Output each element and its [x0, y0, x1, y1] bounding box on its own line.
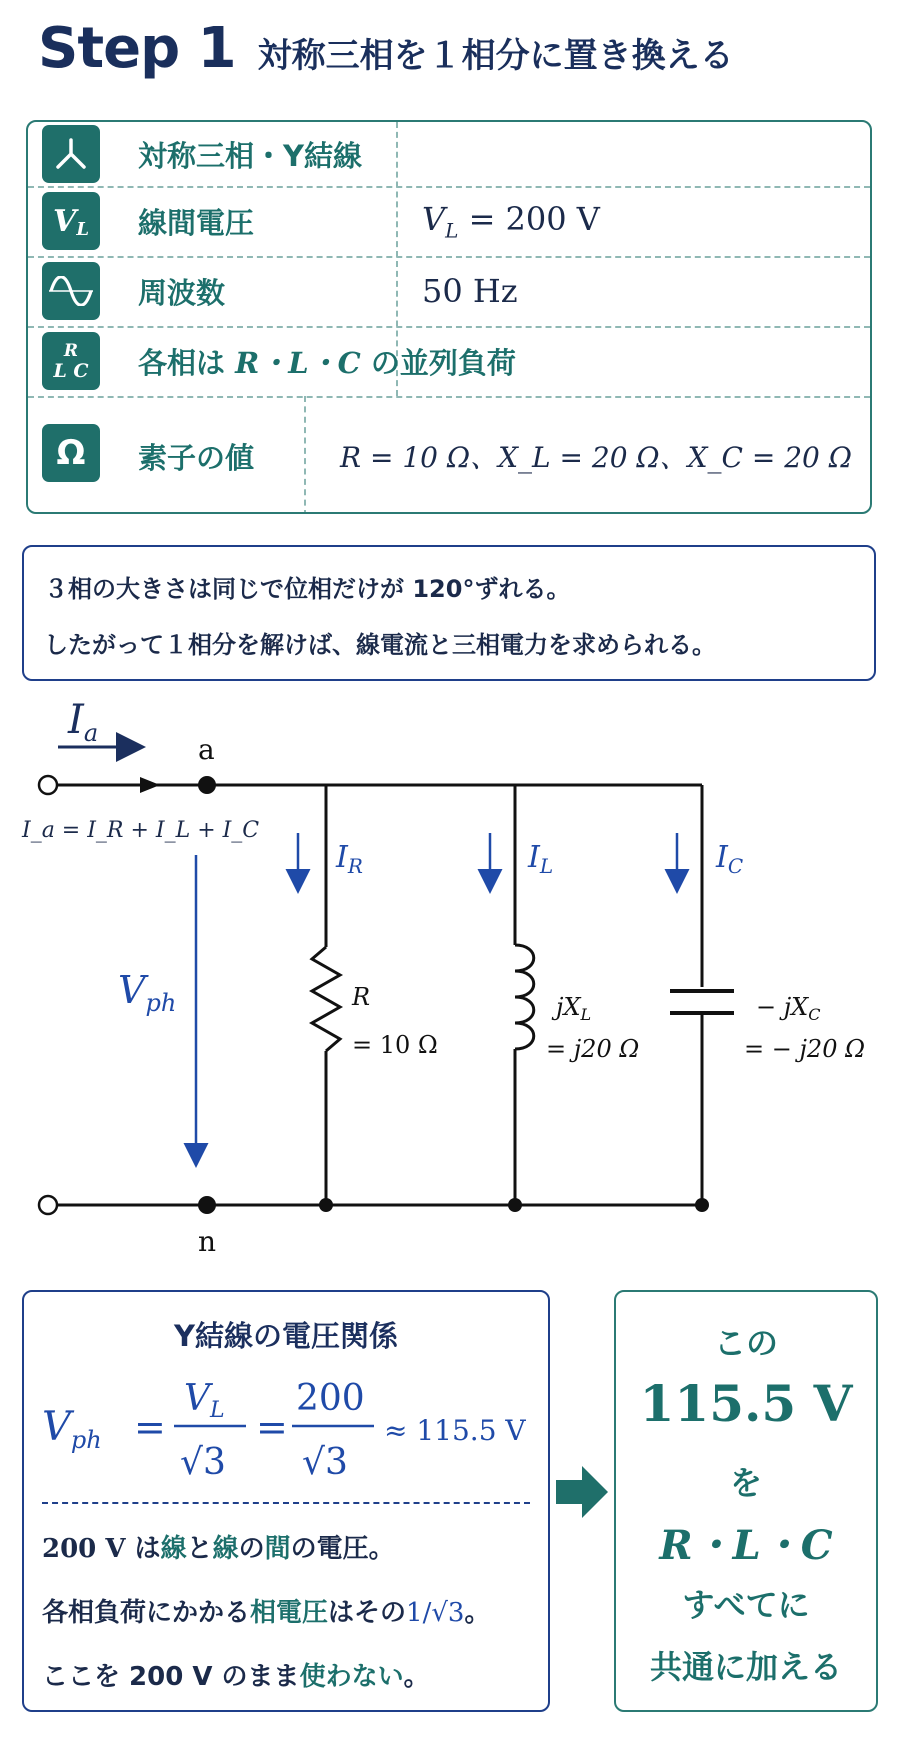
- element-values-label: 素子の値: [138, 441, 255, 475]
- ic-label: $I_C$: [716, 840, 744, 878]
- result-line-6: 共通に加える: [649, 1648, 842, 1686]
- vph-label: $V_{ph}$: [118, 968, 177, 1017]
- node-n-dot: [198, 1196, 216, 1214]
- result-box: [614, 1290, 878, 1712]
- node-a-dot: [198, 776, 216, 794]
- right-arrow-icon: [556, 1462, 610, 1522]
- spec-row-load-type: [28, 326, 870, 396]
- y-relation-title: Y結線の電圧関係: [174, 1319, 398, 1353]
- ir-label: $I_R$: [336, 840, 363, 878]
- frequency-value: 50 Hz: [422, 272, 518, 310]
- result-voltage: 115.5 V: [639, 1374, 853, 1433]
- spec-table: [26, 120, 872, 514]
- phase-note-box: [22, 545, 876, 681]
- sine-wave-icon: [42, 262, 100, 320]
- resistor-symbol: [312, 947, 340, 1051]
- result-line-3: を: [729, 1464, 762, 1502]
- connection-label: 対称三相・Y結線: [138, 138, 362, 173]
- ia-label: $I_a$: [68, 697, 99, 747]
- step-subtitle: 対称三相を１相分に置き換える: [257, 36, 734, 76]
- line-voltage-label: 線間電圧: [138, 205, 255, 240]
- y-connection-icon: [42, 125, 100, 183]
- kcl-equation: I_a = I_R + I_L + I_C: [22, 818, 260, 843]
- load-type-label: 各相は R・L・C の並列負荷: [138, 345, 516, 380]
- frac2-denominator: √3: [302, 1442, 348, 1483]
- rlc-icon: R L C: [42, 332, 100, 390]
- explanation-line-3: ここを 200 V のまま使わない。: [42, 1662, 430, 1692]
- resistor-value: = 10 Ω: [352, 1031, 438, 1059]
- approx-value: ≈ 115.5 V: [384, 1414, 526, 1447]
- explanation-line-2: 各相負荷にかかる相電圧はその1/√3。: [42, 1598, 491, 1628]
- inductor-symbol: [515, 945, 534, 1049]
- spec-row-element-values: [28, 396, 870, 514]
- line-voltage-icon: V L: [42, 192, 100, 250]
- page-title: [38, 16, 734, 96]
- frac1-numerator: VL: [184, 1378, 225, 1423]
- frac1-denominator: √3: [180, 1442, 226, 1483]
- junction-dot: [695, 1198, 709, 1212]
- inductor-label: $jX_L$: [556, 993, 592, 1024]
- result-line-1: この: [713, 1324, 778, 1362]
- terminal-a: [39, 776, 57, 794]
- inductor-value: = j20 Ω: [546, 1035, 640, 1063]
- spec-row-frequency: [28, 256, 870, 326]
- svg-text:=: =: [134, 1405, 166, 1449]
- node-a-label: a: [198, 733, 215, 766]
- il-label: $I_L$: [528, 840, 554, 878]
- note-line-2: したがって１相分を解けば、線電流と三相電力を求められる。: [44, 631, 716, 659]
- spec-row-line-voltage: [28, 186, 870, 256]
- terminal-n: [39, 1196, 57, 1214]
- formula-lhs: $V_{ph}$: [42, 1404, 102, 1454]
- node-n-label: n: [198, 1225, 217, 1258]
- frac2-numerator: 200: [296, 1378, 365, 1419]
- y-voltage-relation-box: [22, 1290, 550, 1712]
- spec-row-connection: [28, 122, 870, 186]
- line-voltage-value: $V_L = 200$ V: [422, 199, 600, 243]
- vph-formula: [34, 1362, 544, 1492]
- formula-divider: [42, 1502, 530, 1504]
- element-values-value: R = 10 Ω、X_L = 20 Ω、X_C = 20 Ω: [340, 441, 852, 474]
- capacitor-value: = − j20 Ω: [744, 1035, 865, 1063]
- wire-arrow: [140, 777, 160, 793]
- step-label: Step 1: [38, 16, 236, 81]
- note-line-1: ３相の大きさは同じで位相だけが 120°ずれる。: [44, 575, 571, 603]
- resistor-label: R: [352, 983, 371, 1011]
- per-phase-circuit: [0, 695, 902, 1265]
- capacitor-label: − $jX_C$: [756, 993, 821, 1024]
- frequency-label: 周波数: [138, 275, 226, 310]
- explanation-line-1: 200 V は線と線の間の電圧。: [42, 1534, 395, 1564]
- svg-text:=: =: [256, 1405, 288, 1449]
- omega-icon: Ω: [42, 424, 100, 482]
- result-rlc: R・L・C: [659, 1522, 833, 1569]
- result-line-5: すべてに: [682, 1586, 810, 1624]
